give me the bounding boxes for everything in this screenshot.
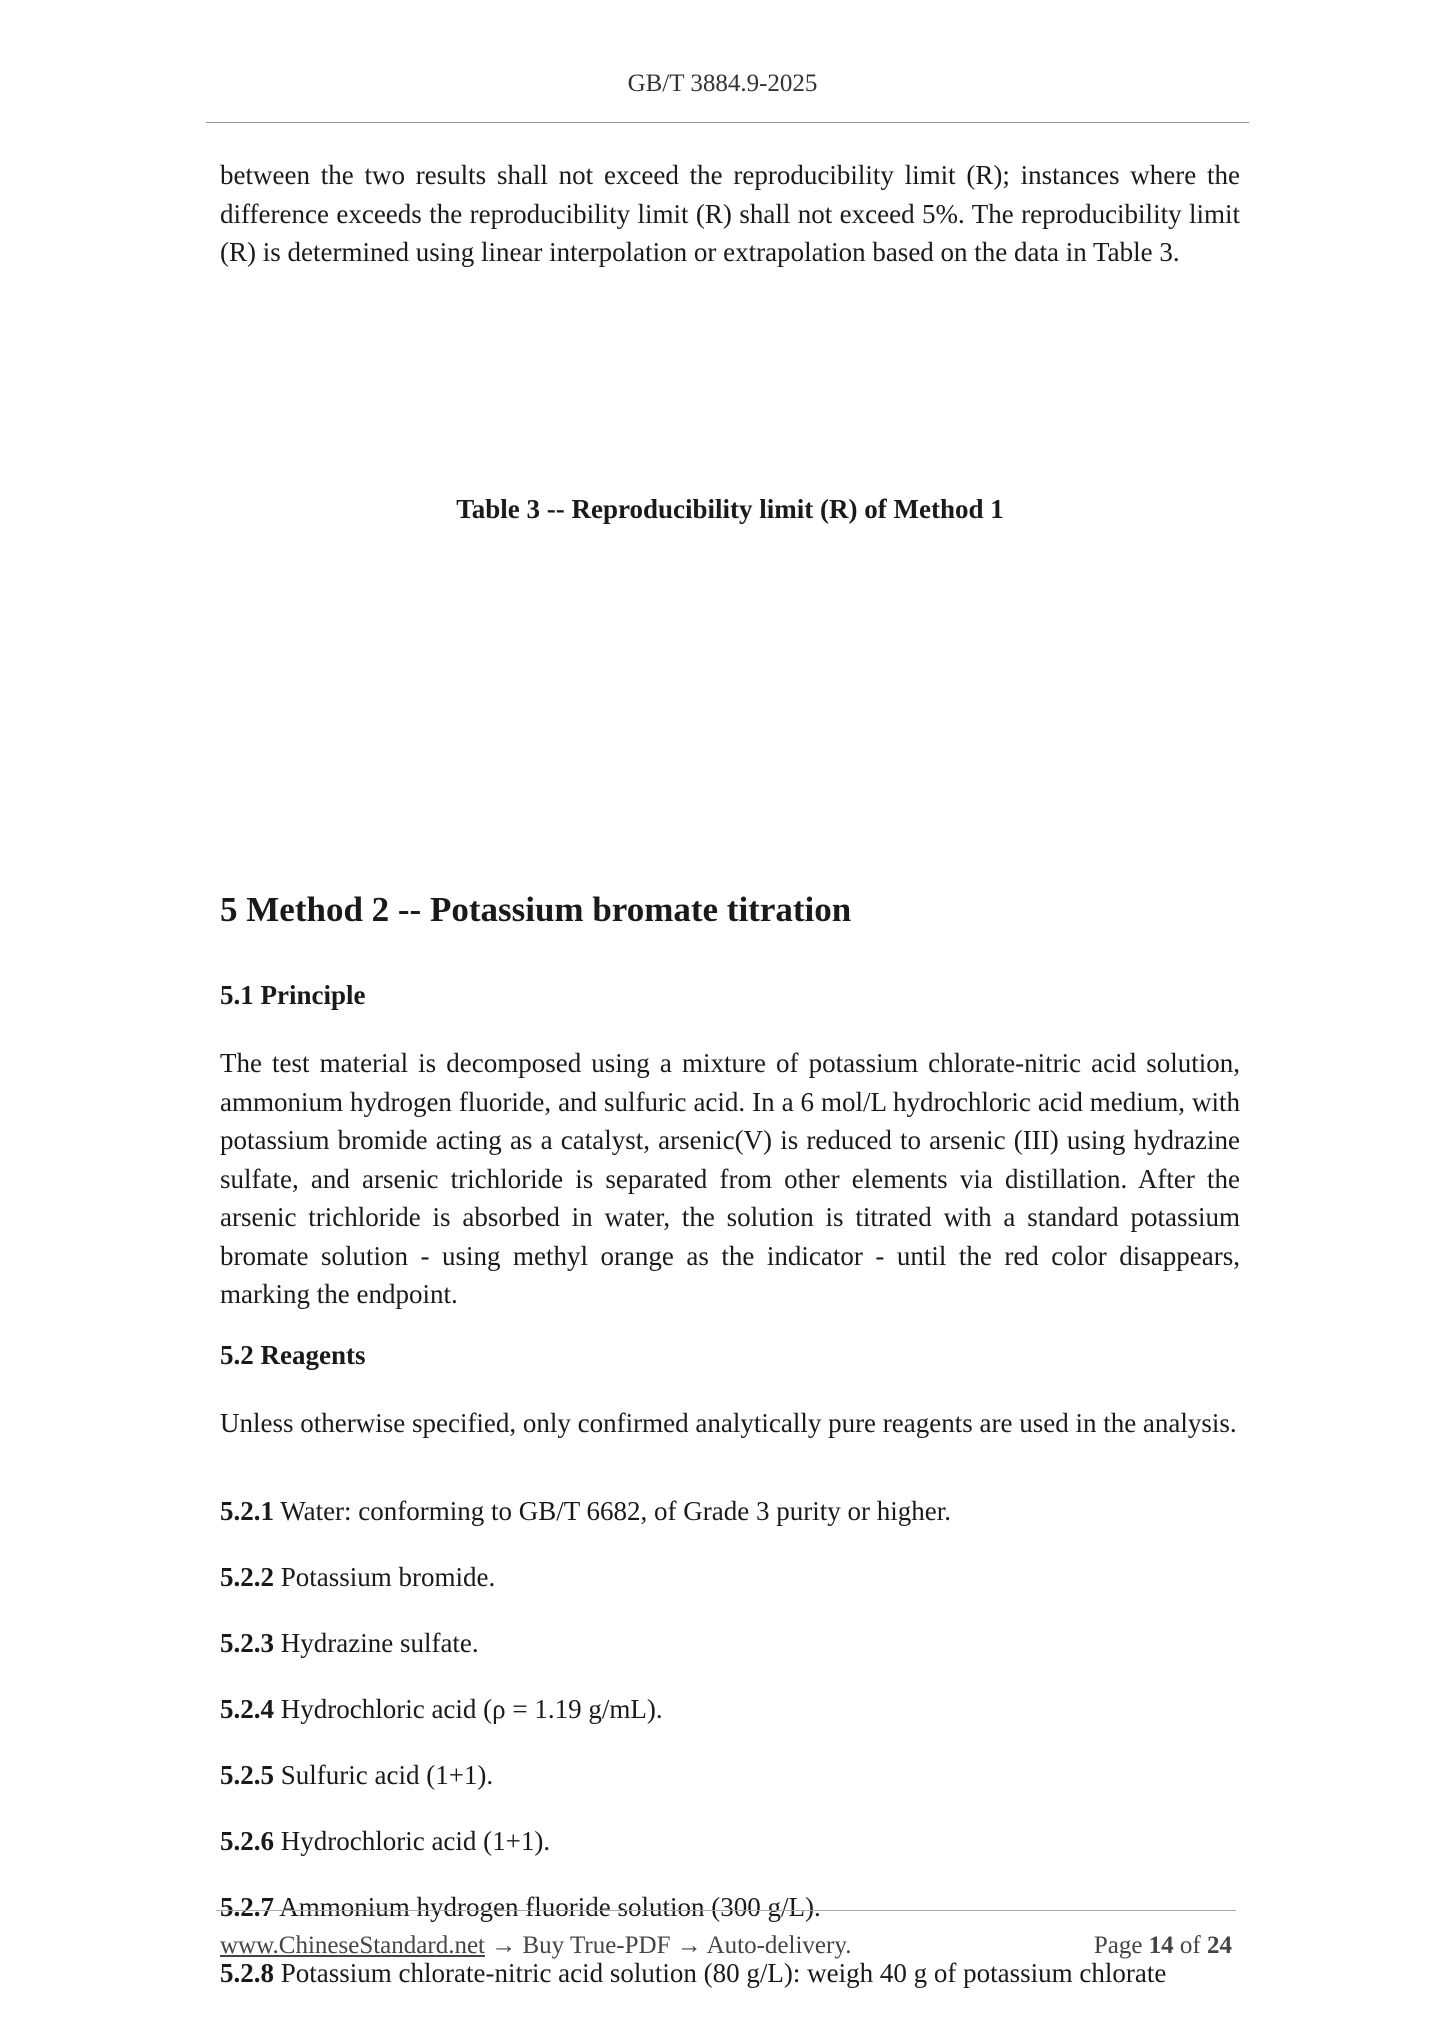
page-counter [1094,1932,1232,1960]
document-code-header: GB/T 3884.9-2025 [627,70,818,97]
footer-promo [220,1932,851,1960]
table-caption: Table 3 -- Reproducibility limit (R) of Method 1 [456,494,1004,524]
page-label: Page [1093,1932,1143,1959]
reagent-item [220,1756,1240,1795]
reagents-intro: Unless otherwise specified, only confirmed analytically pure reagents are used in the analysis. [220,1408,1237,1438]
reagent-item [220,1822,1240,1861]
reagent-text: Potassium bromide. [280,1562,496,1592]
reagent-text: Ammonium hydrogen fluoride solution (300 g/L). [279,1892,821,1922]
page-total: 24 [1207,1932,1232,1959]
reagent-number: 5.2.1 [220,1496,274,1526]
reagent-item [220,1492,1240,1531]
table-area [220,546,1240,846]
reagent-text: Sulfuric acid (1+1). [280,1760,494,1790]
reagent-text: Hydrazine sulfate. [280,1628,479,1658]
reagent-item [220,1558,1240,1597]
page-number: 14 [1148,1932,1174,1959]
reagent-number: 5.2.7 [220,1892,274,1922]
header-divider [206,122,1249,123]
reagent-item [220,1624,1240,1663]
reagent-number: 5.2.3 [220,1628,274,1658]
reagent-number: 5.2.4 [220,1694,274,1724]
reagent-text: Water: conforming to GB/T 6682, of Grade 3 purity or higher. [280,1496,951,1526]
principle-block [220,1044,1240,1314]
reagent-number: 5.2.5 [220,1760,274,1790]
principle-heading: 5.1 Principle [220,980,366,1010]
footer-divider [216,1910,1236,1911]
website-link[interactable]: www.ChineseStandard.net [220,1932,485,1959]
reagent-number: 5.2.8 [220,1958,274,1988]
of-label: of [1179,1932,1201,1959]
section-heading: 5 Method 2 -- Potassium bromate titration [220,890,852,929]
reagent-item [220,1888,1240,1927]
reagent-text: Potassium chlorate-nitric acid solution (80 g/L): weigh 40 g of potassium chlorate [280,1958,1167,1988]
intro-paragraph: between the two results shall not exceed the reproducibility limit (R); instances where the difference exceeds the reproducibility limit (R) shall not exceed 5%. The reproducibility limit (R) is determined using linear interpolation or extrapolation based on the data in Table 3. [220,160,1240,267]
buy-pdf-text: Buy True-PDF [522,1932,671,1959]
auto-delivery-text: Auto-delivery. [706,1932,852,1959]
reagents-intro-block [220,1404,1240,1443]
arrow-right-icon: → [676,1932,702,1959]
reagent-text: Hydrochloric acid (ρ = 1.19 g/mL). [280,1694,663,1724]
reagent-number: 5.2.2 [220,1562,274,1592]
reagent-item [220,1690,1240,1729]
arrow-right-icon: → [491,1932,517,1959]
reagent-text: Hydrochloric acid (1+1). [280,1826,551,1856]
reagents-heading: 5.2 Reagents [220,1340,366,1370]
principle-text: The test material is decomposed using a mixture of potassium chlorate-nitric acid solution, ammonium hydrogen fluoride, and sulfuric acid. In a 6 mol/L hydrochloric acid medium, with potassium bromide acting as a catalyst, arsenic(V) is reduced to arsenic (III) using hydrazine sulfate, and arsenic trichloride is separated from other elements via distillation. After the arsenic trichloride is absorbed in water, the solution is titrated with a standard potassium bromate solution - using methyl orange as the indicator - until the red color disappears, marking the endpoint. [220,1048,1240,1309]
reagent-number: 5.2.6 [220,1826,274,1856]
